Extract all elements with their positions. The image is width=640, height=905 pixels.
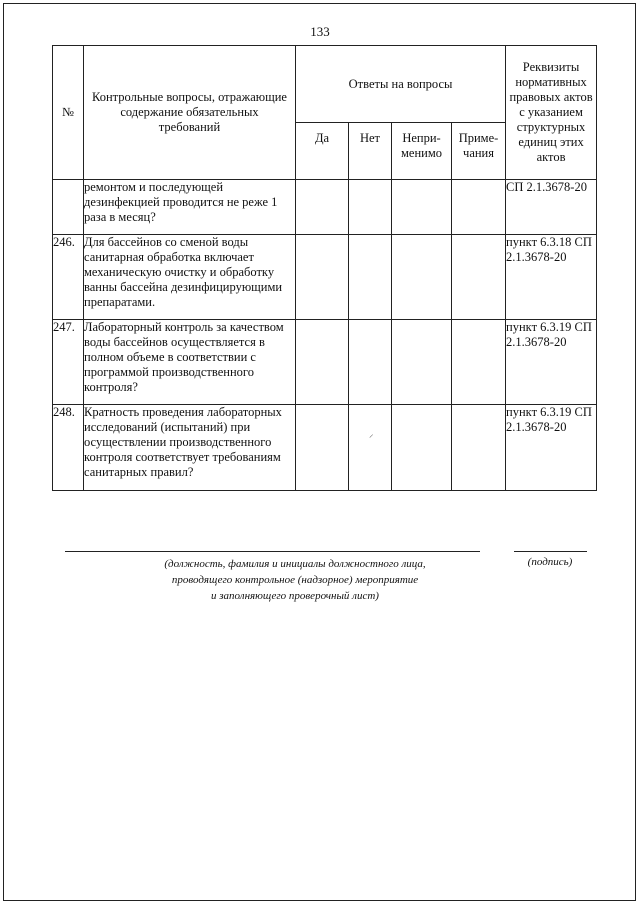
table-row — [53, 405, 597, 491]
header-number: № — [53, 46, 84, 180]
table-row — [53, 320, 597, 405]
answer-yes-cell[interactable] — [296, 405, 349, 491]
answer-notes-cell[interactable] — [452, 405, 506, 491]
row-number: 248. — [53, 405, 84, 491]
row-question: Для бассейнов со сменой воды санитарная обработка включает механическую очистку и обработку ванны бассейна дезинфицирующими препаратами. — [84, 235, 296, 320]
row-requisites: СП 2.1.3678-20 — [506, 180, 597, 235]
caption-line: проводящего контрольное (надзорное) мероприятие — [171, 574, 419, 586]
answer-no-cell[interactable] — [349, 235, 392, 320]
header-question: Контрольные вопросы, отражающие содержание обязательных требований — [84, 46, 296, 180]
row-number: 246. — [53, 235, 84, 320]
signature-caption: (подпись) — [527, 556, 573, 568]
table-row — [53, 235, 597, 320]
answer-notes-cell[interactable] — [452, 320, 506, 405]
official-signature-line — [65, 551, 480, 552]
row-question: Кратность проведения лабораторных исследований (испытаний) при осуществлении производственного контроля соответствует требованиям санитарных правил? — [84, 405, 296, 491]
caption-line: (должность, фамилия и инициалы должностного лица, — [164, 558, 426, 570]
row-requisites: пункт 6.3.19 СП 2.1.3678-20 — [506, 405, 597, 491]
answer-not-applicable-cell[interactable] — [392, 180, 452, 235]
row-requisites: пункт 6.3.18 СП 2.1.3678-20 — [506, 235, 597, 320]
checklist-table — [52, 45, 597, 491]
answer-no-cell[interactable] — [349, 320, 392, 405]
answer-yes-cell[interactable] — [296, 235, 349, 320]
answer-notes-cell[interactable] — [452, 235, 506, 320]
page-number: 133 — [310, 24, 330, 39]
answer-not-applicable-cell[interactable] — [392, 235, 452, 320]
row-number: 247. — [53, 320, 84, 405]
table-row — [53, 180, 597, 235]
header-answer-no: Нет — [349, 123, 392, 180]
header-requisites: Реквизиты нормативных правовых актов с указанием структурных единиц этих актов — [506, 46, 597, 180]
answer-yes-cell[interactable] — [296, 180, 349, 235]
answer-yes-cell[interactable] — [296, 320, 349, 405]
signature-line — [514, 551, 587, 552]
row-question: Лабораторный контроль за качеством воды бассейнов осуществляется в полном объеме в соответствии с программой производственного контроля? — [84, 320, 296, 405]
row-requisites: пункт 6.3.19 СП 2.1.3678-20 — [506, 320, 597, 405]
answer-no-cell[interactable] — [349, 180, 392, 235]
header-row-top — [53, 46, 597, 123]
answer-no-cell[interactable] — [349, 405, 392, 491]
pen-mark-icon: ⸝ — [369, 429, 374, 439]
header-answers-group: Ответы на вопросы — [296, 46, 506, 123]
official-caption — [130, 556, 460, 604]
header-answer-notes: Приме-чания — [452, 123, 506, 180]
caption-line: и заполняющего проверочный лист) — [211, 590, 379, 602]
answer-notes-cell[interactable] — [452, 180, 506, 235]
row-number — [53, 180, 84, 235]
answer-not-applicable-cell[interactable] — [392, 405, 452, 491]
row-question: ремонтом и последующей дезинфекцией проводится не реже 1 раза в месяц? — [84, 180, 296, 235]
header-answer-yes: Да — [296, 123, 349, 180]
header-answer-not-applicable: Непри-менимо — [392, 123, 452, 180]
answer-not-applicable-cell[interactable] — [392, 320, 452, 405]
